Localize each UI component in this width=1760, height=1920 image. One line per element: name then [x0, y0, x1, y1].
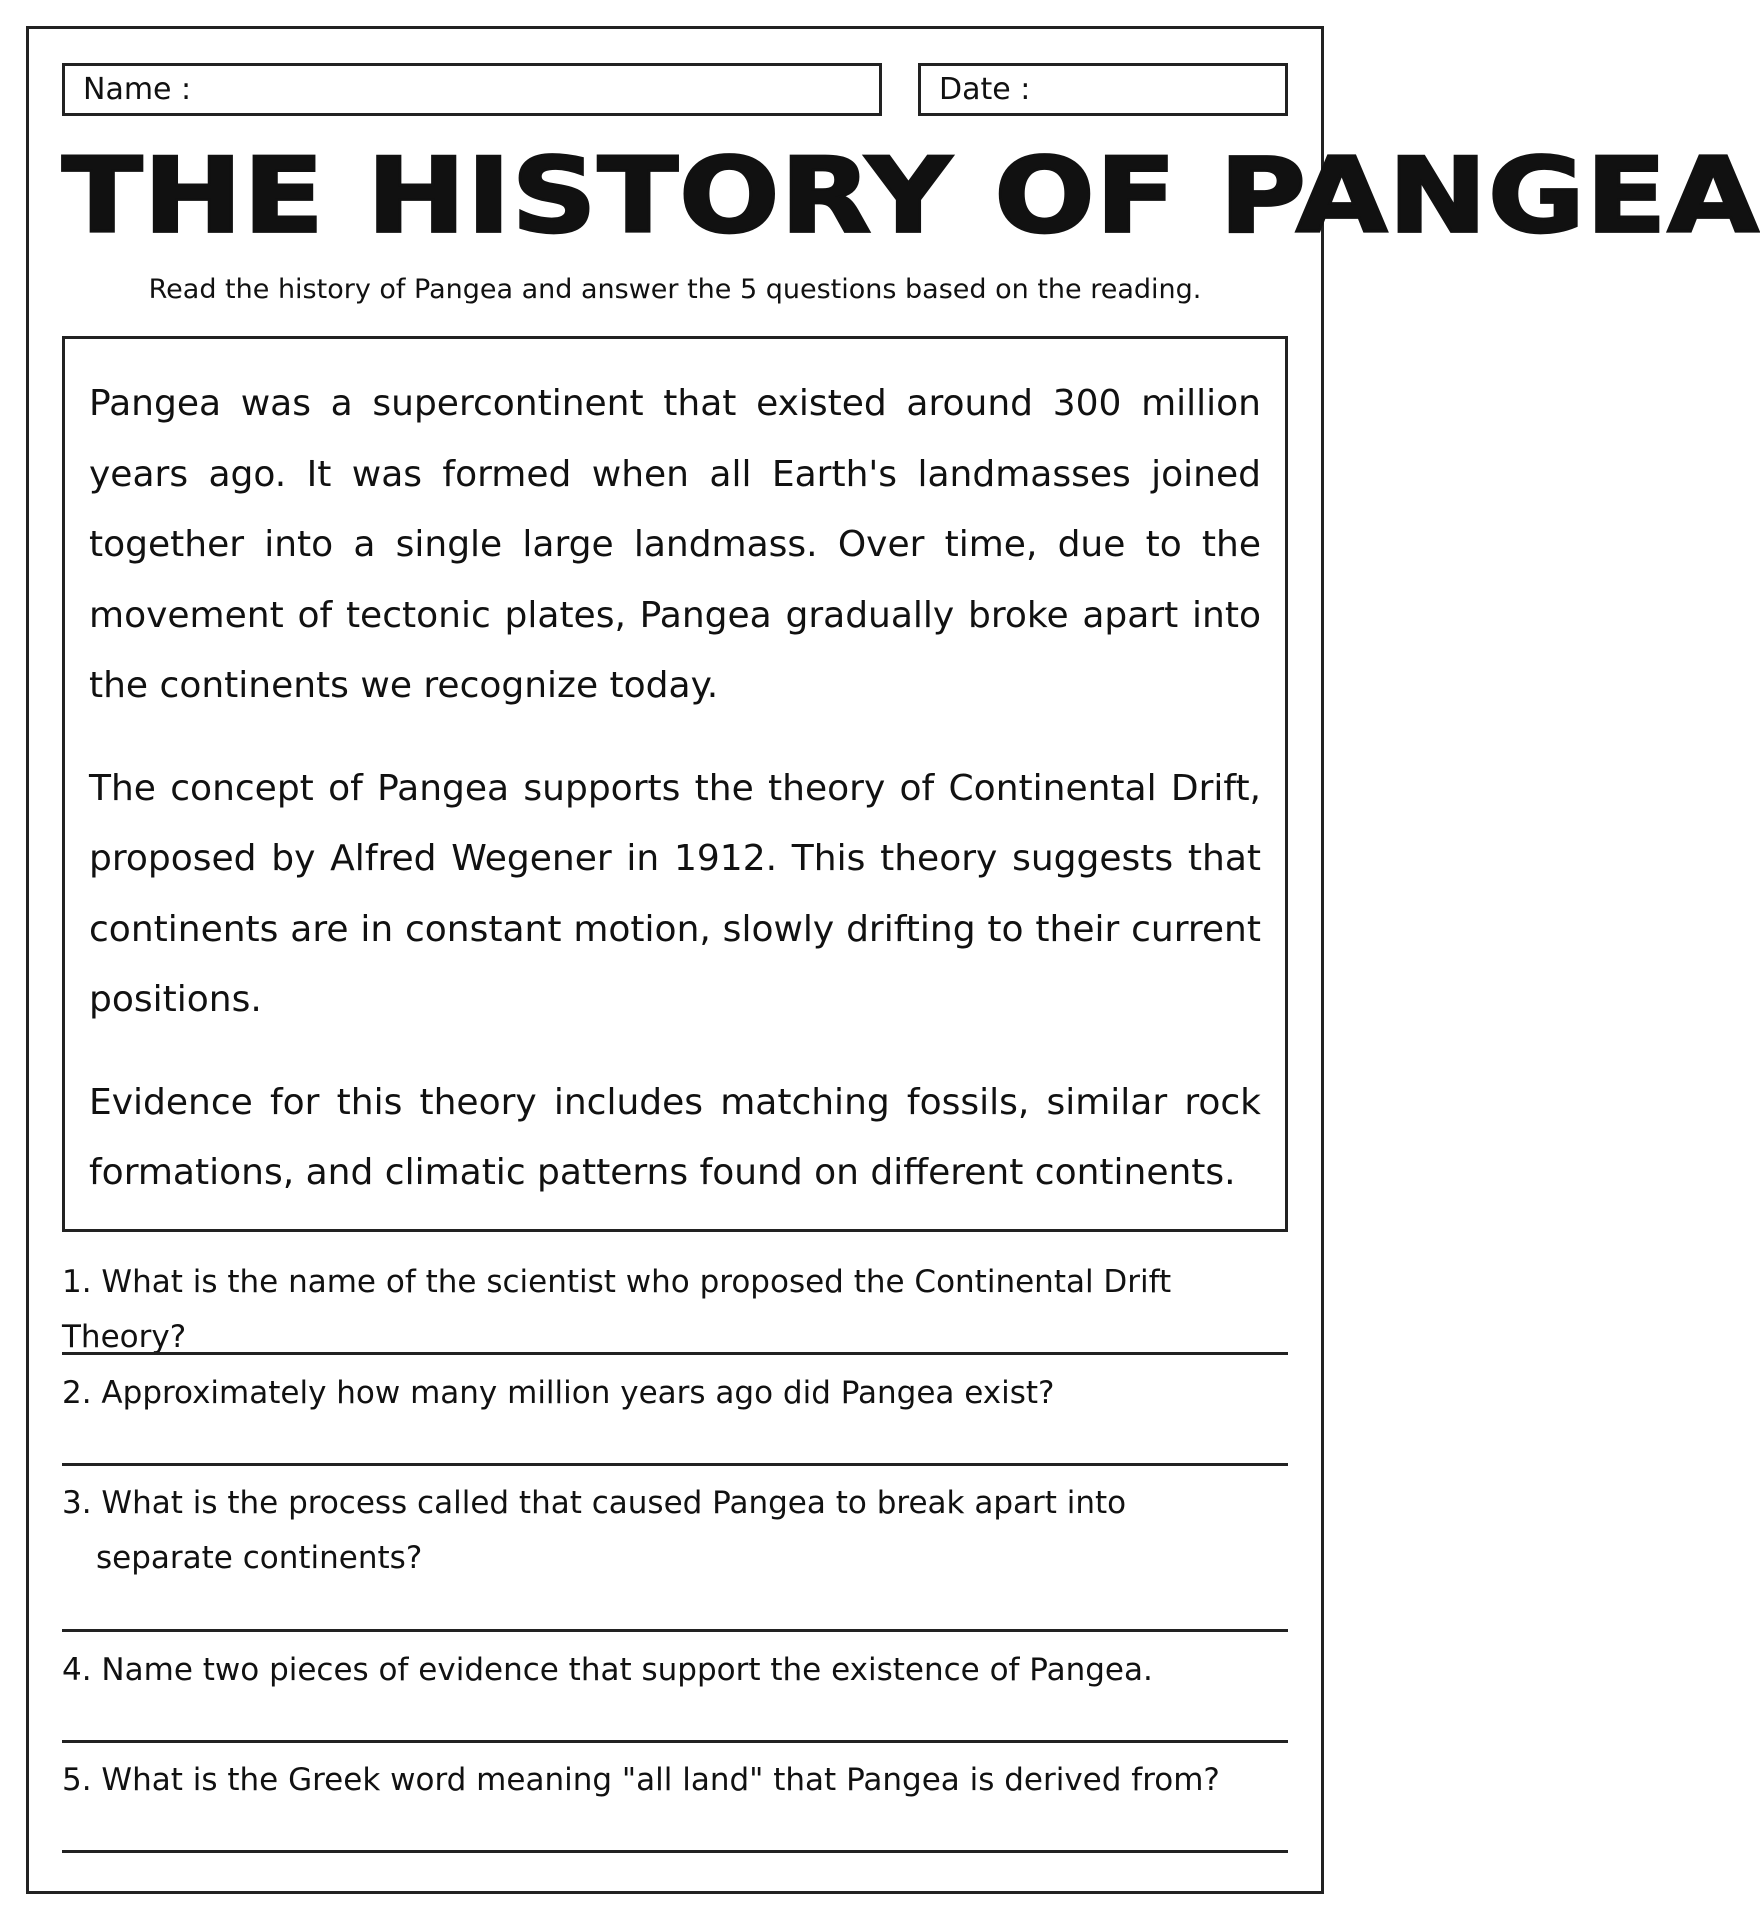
name-field[interactable]: [62, 63, 882, 116]
instructions: Read the history of Pangea and answer the 5 questions based on the reading.: [148, 274, 1202, 305]
name-label: Name :: [83, 72, 192, 107]
reading-paragraph: Evidence for this theory includes matching fossils, similar rock formations, and climatic patterns found on different continents.: [89, 1081, 1261, 1193]
reading-paragraph: The concept of Pangea supports the theory of Continental Drift, proposed by Alfred Wegener in 1912. This theory suggests that continents are in constant motion, slowly drifting to their current positions.: [89, 767, 1261, 1020]
question-text: 5. What is the Greek word meaning "all land" that Pangea is derived from?: [62, 1762, 1220, 1798]
question-3: [62, 1476, 1162, 1586]
question-text: 4. Name two pieces of evidence that support the existence of Pangea.: [62, 1652, 1153, 1688]
date-label: Date :: [939, 72, 1031, 107]
question-1: [62, 1255, 1288, 1365]
reading-paragraph: Pangea was a supercontinent that existed around 300 million years ago. It was formed when all Earth's landmasses joined together into a single large landmass. Over time, due to the movement of tectonic plates, Pangea gradually broke apart into the continents we recognize today.: [89, 383, 1261, 706]
answer-line-1[interactable]: [62, 1352, 1288, 1355]
question-4: [62, 1643, 1288, 1698]
question-5: [62, 1753, 1288, 1808]
answer-line-3[interactable]: [62, 1629, 1288, 1632]
date-field[interactable]: [918, 63, 1288, 116]
answer-line-2[interactable]: [62, 1463, 1288, 1466]
answer-line-4[interactable]: [62, 1740, 1288, 1743]
reading-passage-box: [62, 336, 1288, 1232]
page-title: THE HISTORY OF PANGEA: [62, 134, 1760, 256]
answer-line-5[interactable]: [62, 1850, 1288, 1853]
question-text: 3. What is the process called that caused Pangea to break apart into separate continents?: [62, 1485, 1127, 1576]
question-text: 1. What is the name of the scientist who proposed the Continental Drift Theory?: [62, 1264, 1172, 1355]
question-2: [62, 1366, 1288, 1421]
question-text: 2. Approximately how many million years ago did Pangea exist?: [62, 1375, 1055, 1411]
